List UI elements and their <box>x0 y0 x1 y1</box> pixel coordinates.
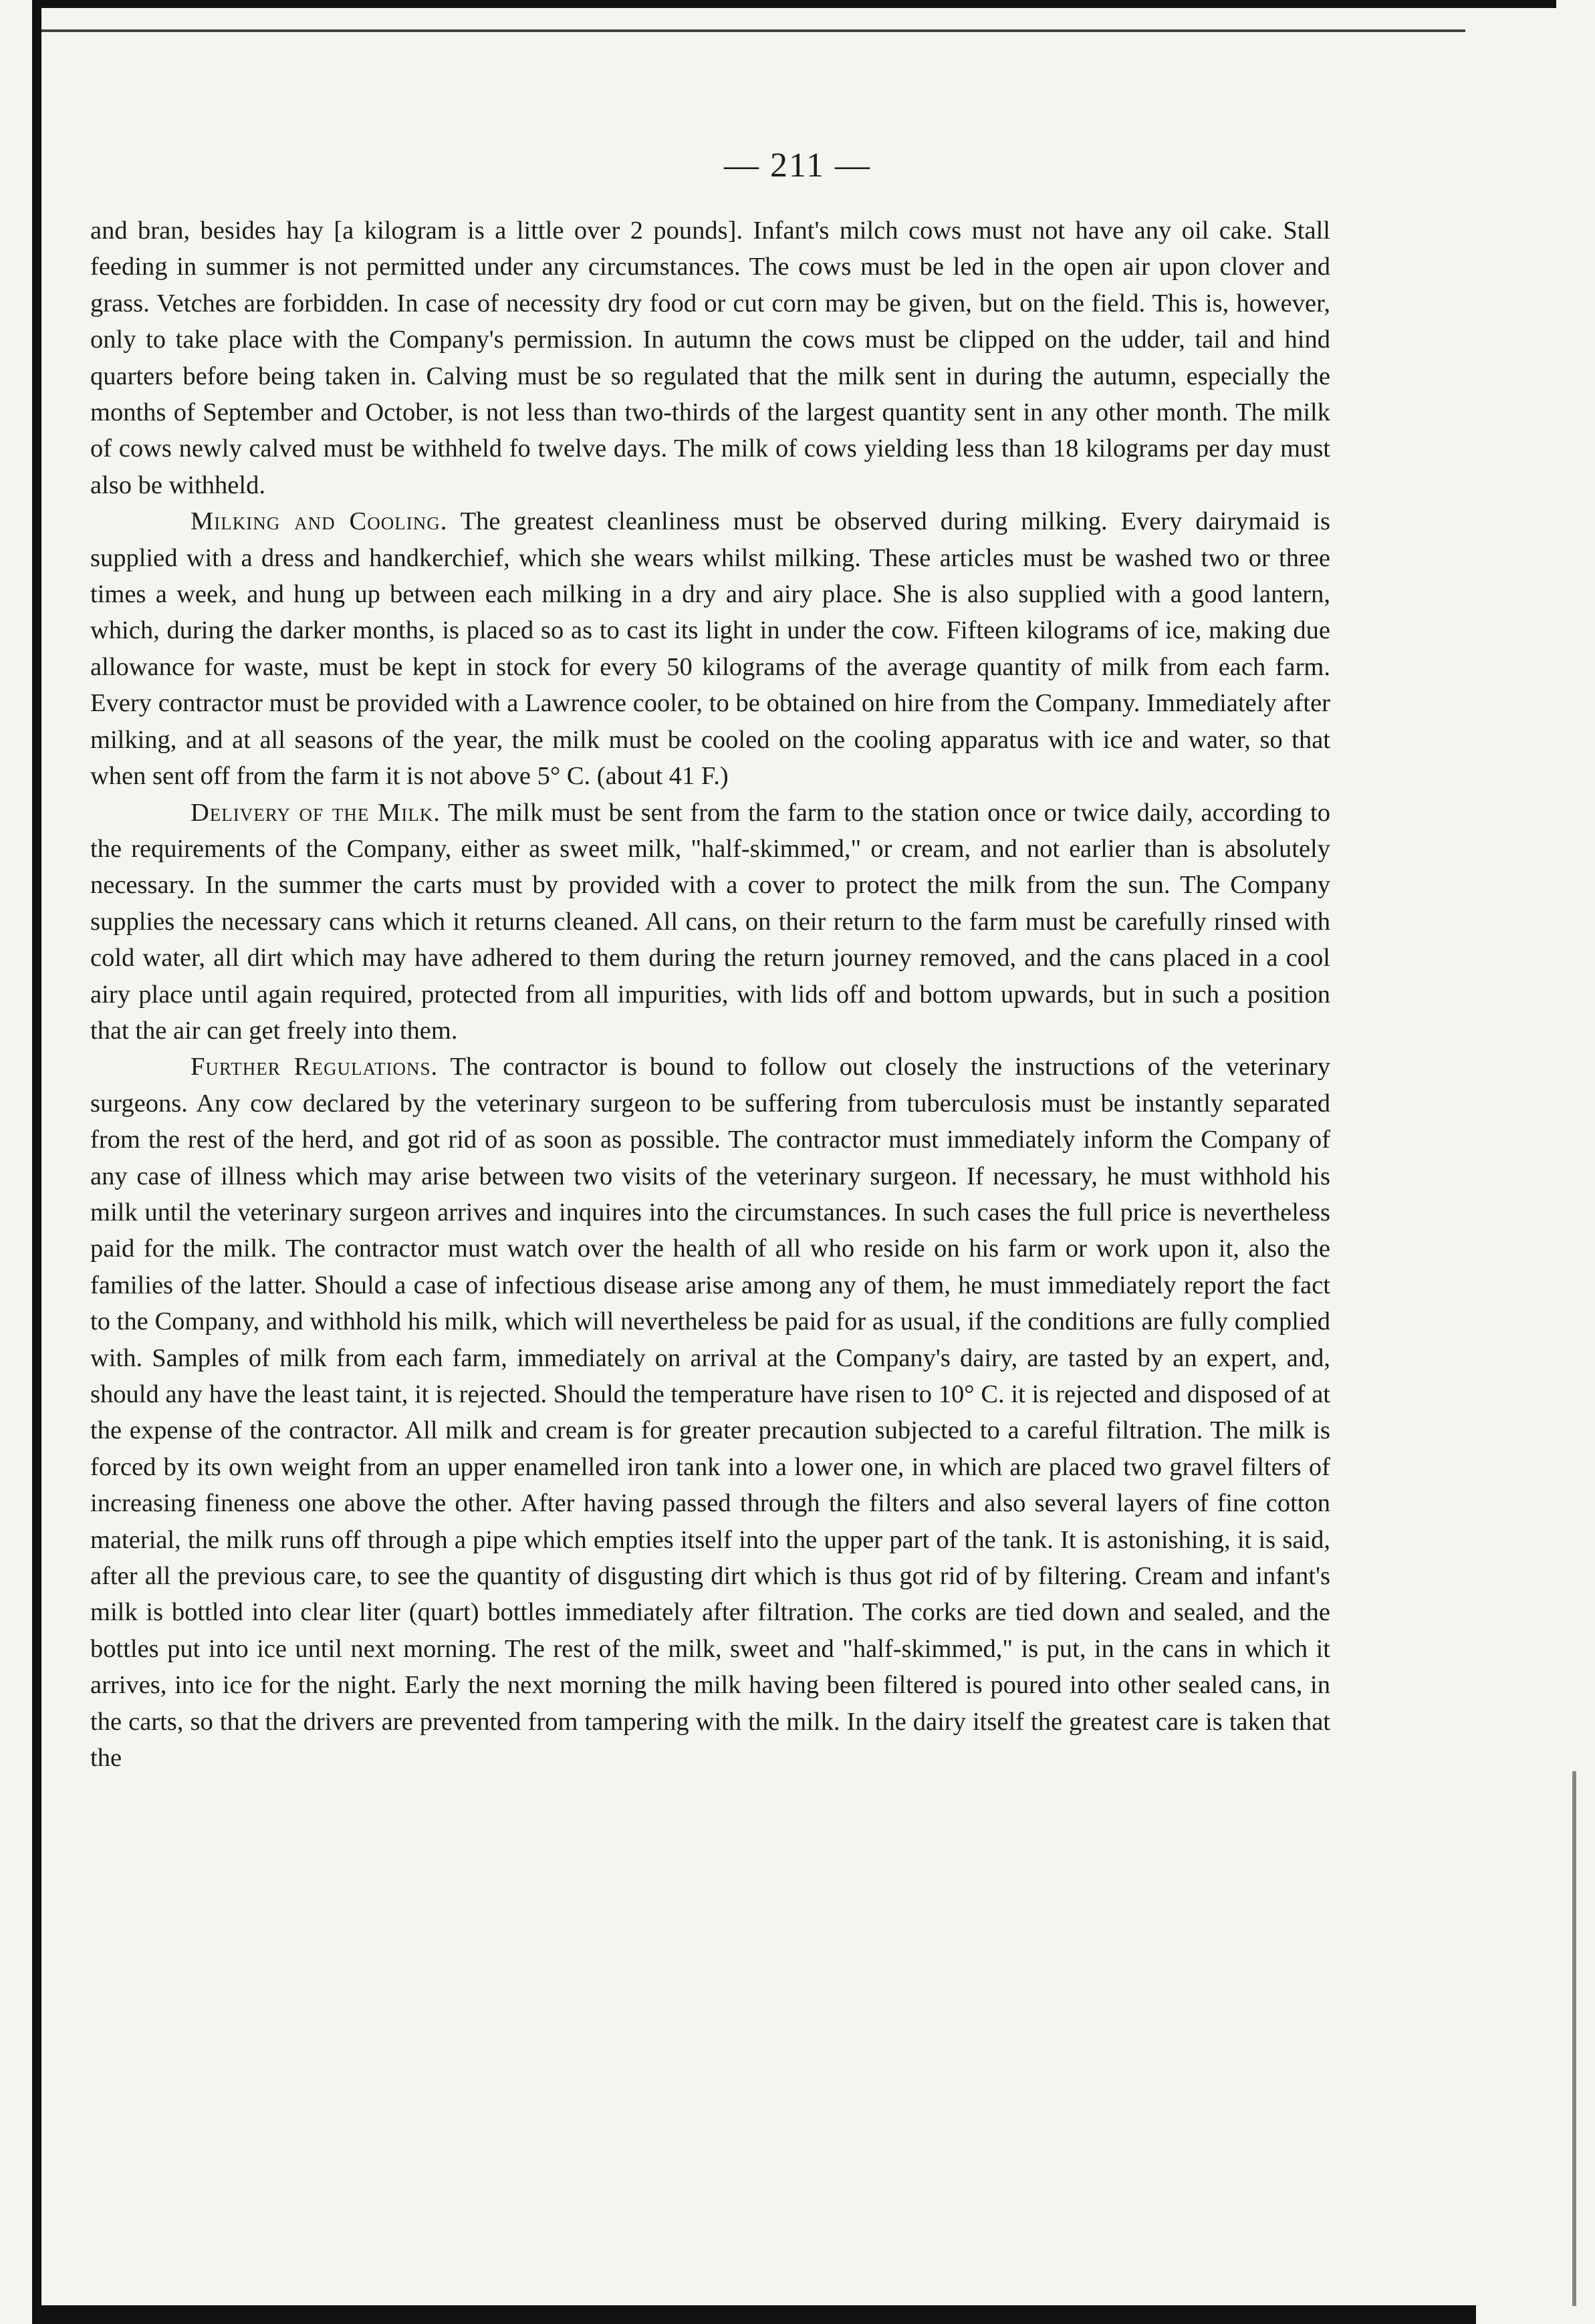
document-body <box>90 213 1330 1776</box>
paragraph-text: The milk must be sent from the farm to the station once or twice daily, according to the requirements of the Company, either as sweet milk, "half-skimmed," or cream, and not earlier than is absolutely necessary. In the summer the carts must by provided with a cover to protect the milk from the sun. The Company supplies the necessary cans which it returns cleaned. All cans, on their return to the farm must be carefully rinsed with cold water, all dirt which may have adhered to them during the return journey removed, and the cans placed in a cool airy place until again required, protected from all impurities, with lids off and bottom upwards, but in such a position that the air can get freely into them. <box>90 798 1330 1045</box>
scan-border-top <box>32 0 1556 8</box>
paragraph-continuation <box>90 213 1330 503</box>
scan-border-left <box>32 0 41 2324</box>
paragraph-further-regulations <box>90 1049 1330 1776</box>
scan-border-bottom <box>32 2305 1476 2324</box>
scan-right-edge <box>1572 1771 1576 2306</box>
paragraph-milking-and-cooling <box>90 503 1330 794</box>
paragraph-text: and bran, besides hay [a kilogram is a little over 2 pounds]. Infant's milch cows must not have any oil cake. Stall feeding in summer is not permitted under any circumstances. The cows must be led in the open air upon clover and grass. Vetches are forbidden. In case of necessity dry food or cut corn may be given, but on the field. This is, however, only to take place with the Company's permission. In autumn the cows must be clipped on the udder, tail and hind quarters before being taken in. Calving must be so regulated that the milk sent in during the autumn, especially the months of September and October, is not less than two-thirds of the largest quantity sent in any other month. The milk of cows newly calved must be withheld fo twelve days. The milk of cows yielding less than 18 kilograms per day must also be withheld. <box>90 217 1330 499</box>
section-heading: Delivery of the Milk. <box>191 798 441 827</box>
scan-top-rule <box>41 29 1465 32</box>
paragraph-text: The greatest cleanliness must be observed during milking. Every dairymaid is supplied with a dress and handkerchief, which she wears whilst milking. These articles must be washed two or three times a week, and hung up between each milking in a dry and airy place. She is also supplied with a good lantern, which, during the darker months, is placed so as to cast its light in under the cow. Fifteen kilograms of ice, making due allowance for waste, must be kept in stock for every 50 kilograms of the average quantity of milk from each farm. Every contractor must be provided with a Lawrence cooler, to be obtained on hire from the Company. Immediately after milking, and at all seasons of the year, the milk must be cooled on the cooling apparatus with ice and water, so that when sent off from the farm it is not above 5° C. (about 41 F.) <box>90 507 1331 791</box>
paragraph-delivery-of-the-milk <box>90 795 1330 1049</box>
paragraph-text: The contractor is bound to follow out closely the instructions of the veterinary surgeons. Any cow declared by the veterinary surgeon to be suffering from tuberculosis must be instantly separated from the rest of the herd, and got rid of as soon as possible. The contractor must immediately inform the Company of any case of illness which may arise between two visits of the veterinary surgeon. If necessary, he must withhold his milk until the veterinary surgeon arrives and inquires into the circumstances. In such cases the full price is nevertheless paid for the milk. The contractor must watch over the health of all who reside on his farm or work upon it, also the families of the latter. Should a case of infectious disease arise among any of them, he must immediately report the fact to the Company, and withhold his milk, which will nevertheless be paid for as usual, if the conditions are fully complied with. Samples of milk from each farm, immediately on arrival at the Company's dairy, are tasted by an expert, and, should any have the least taint, it is rejected. Should the temperature have risen to 10° C. it is rejected and disposed of at the expense of the contractor. All milk and cream is for greater precaution subjected to a careful filtration. The milk is forced by its own weight from an upper enamelled iron tank into a lower one, in which are placed two gravel filters of increasing fineness one above the other. After having passed through the filters and also several layers of fine cotton material, the milk runs off through a pipe which empties itself into the upper part of the tank. It is astonishing, it is said, after all the previous care, to see the quantity of disgusting dirt which is thus got rid of by filtering. Cream and infant's milk is bottled into clear liter (quart) bottles immediately after filtration. The corks are tied down and sealed, and the bottles put into ice until next morning. The rest of the milk, sweet and "half-skimmed," is put, in the cans in which it arrives, into ice for the night. Early the next morning the milk having been filtered is poured into other sealed cans, in the carts, so that the drivers are prevented from tampering with the milk. In the dairy itself the greatest care is taken that the <box>90 1053 1330 1773</box>
section-heading: Milking and Cooling. <box>191 507 448 536</box>
section-heading: Further Regulations. <box>191 1053 439 1081</box>
page-number: — 211 — <box>723 146 872 184</box>
